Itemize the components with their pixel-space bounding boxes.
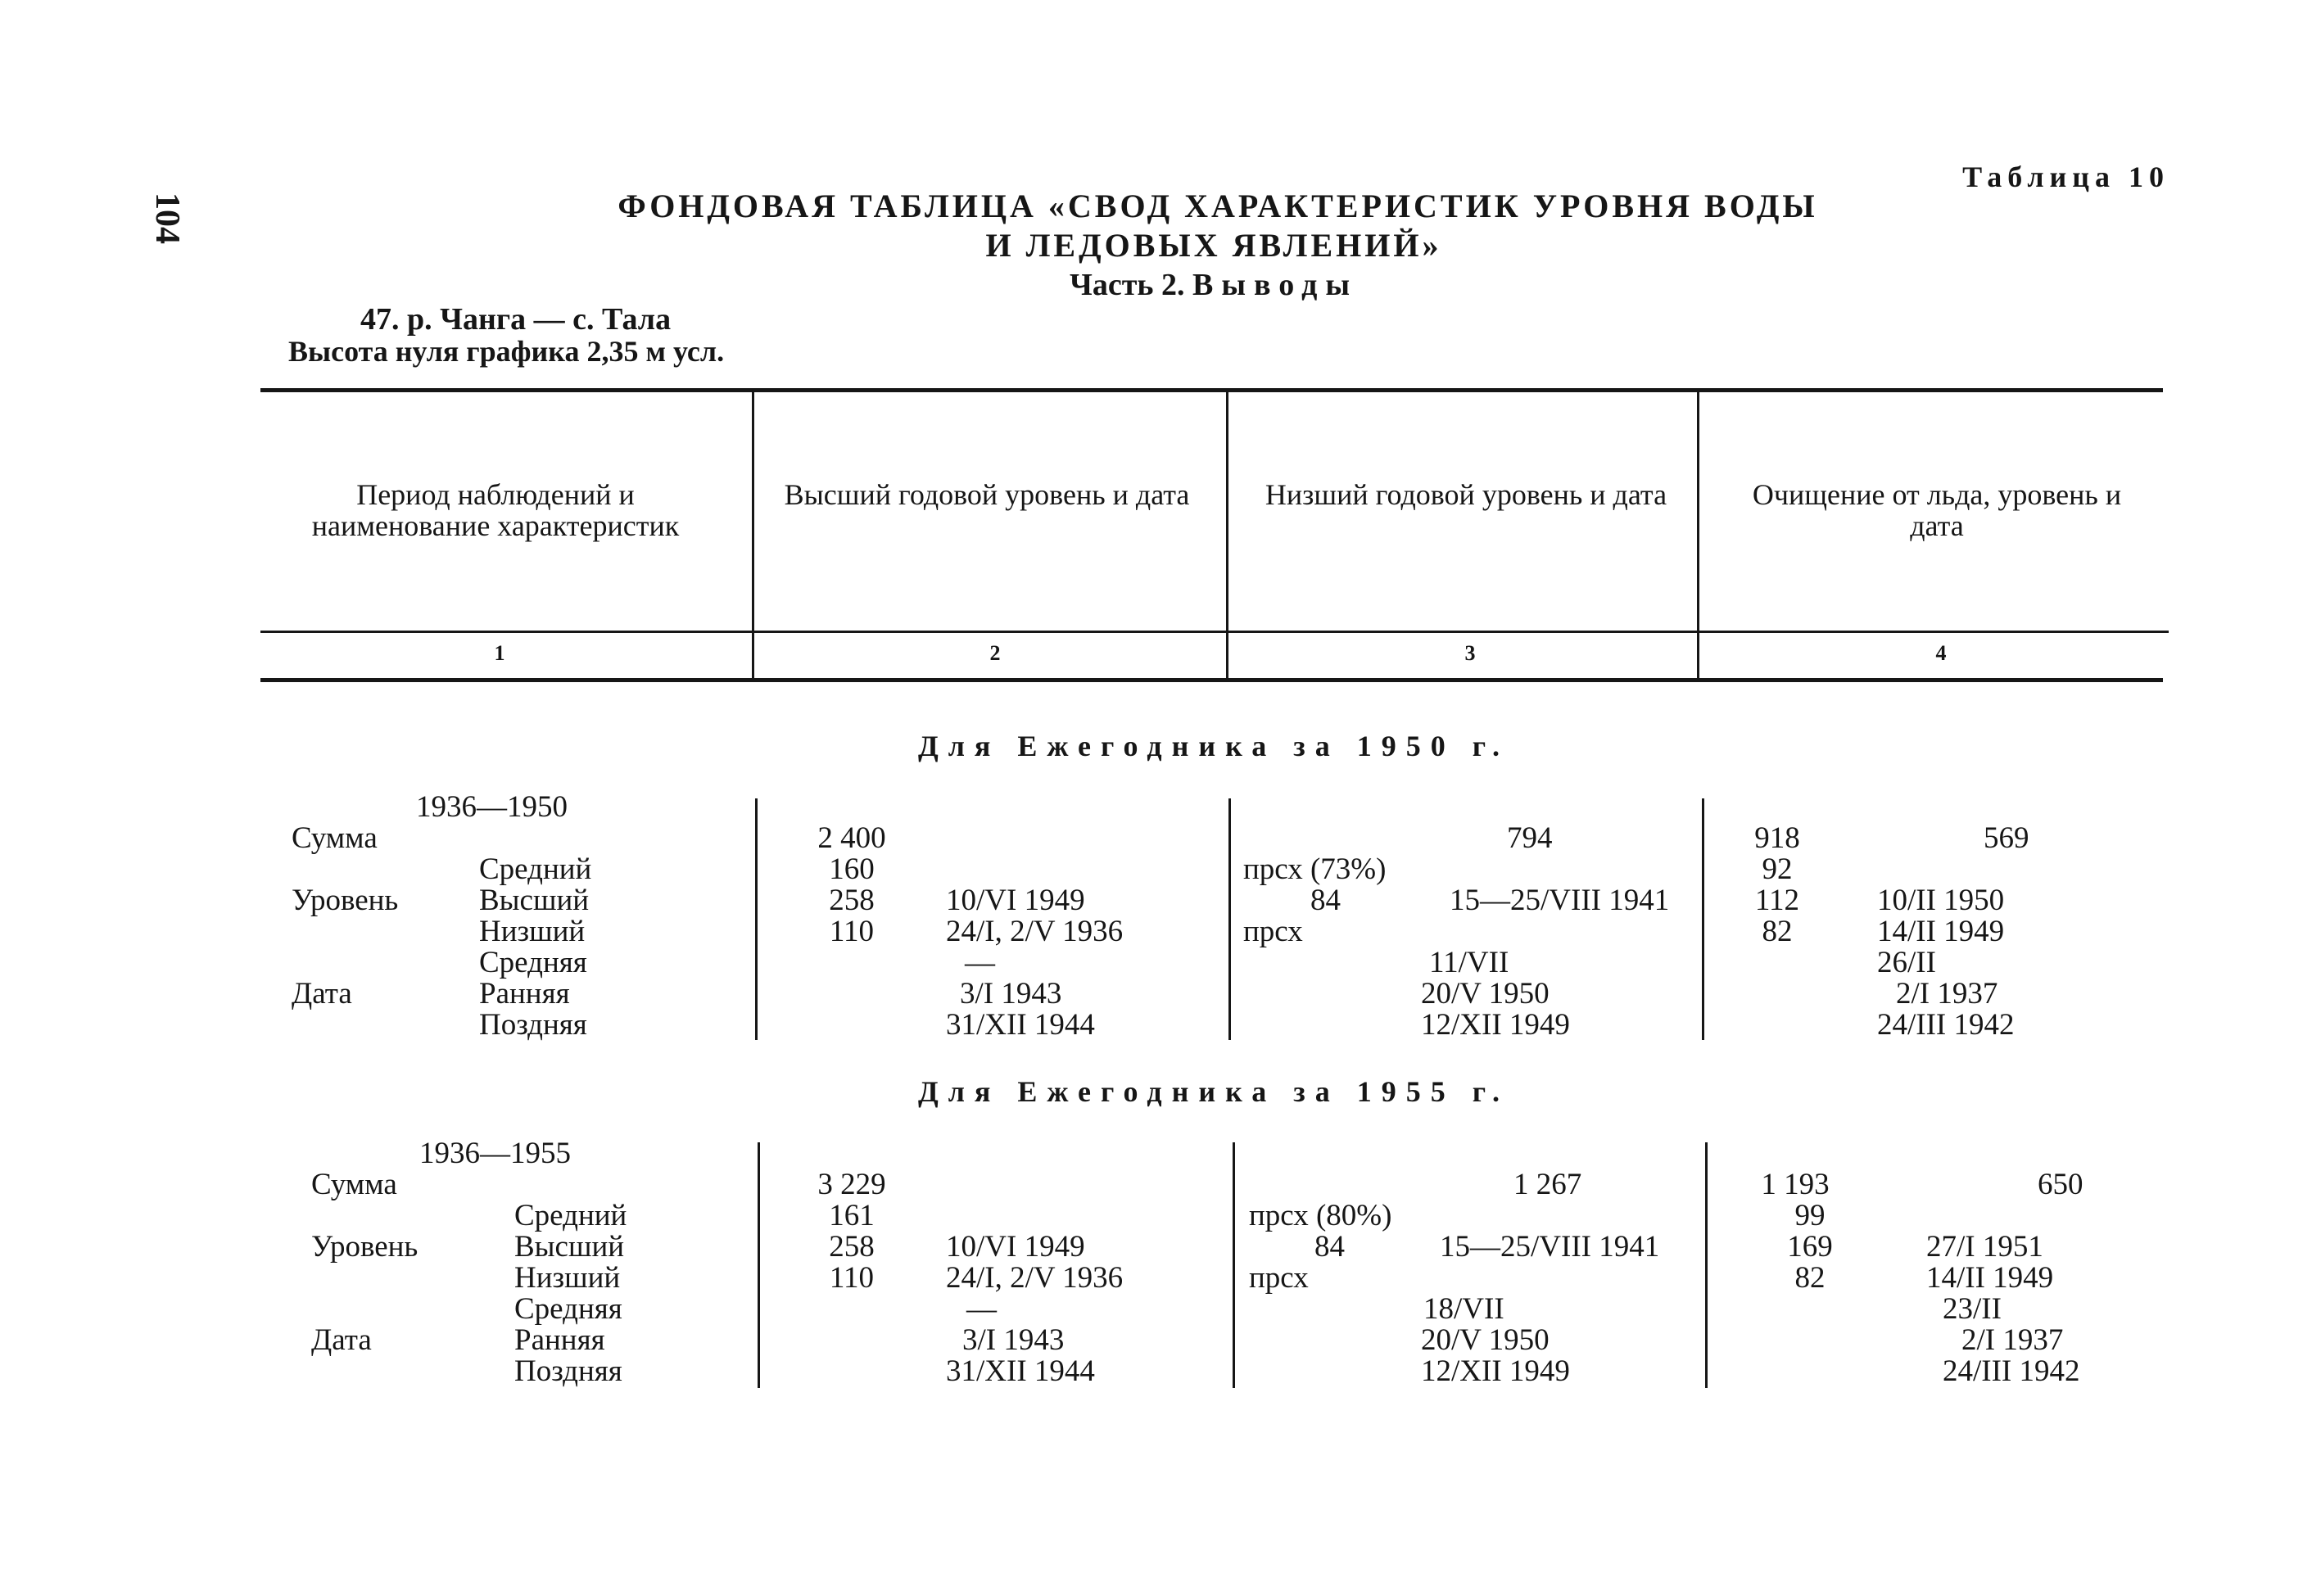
section-divider [1702,798,1704,1040]
c3-high: 84 [1314,1230,1345,1264]
c2-mean: 161 [829,1199,875,1232]
c4-late: 24/III 1942 [1877,1008,2015,1042]
row-label-early: Ранняя [479,977,570,1010]
col-number-3: 3 [1464,641,1476,665]
c3-sum: 1 267 [1513,1168,1582,1201]
col-number-4: 4 [1935,641,1947,665]
c3-mean: прсх (73%) [1243,852,1387,886]
section-divider [758,1142,760,1388]
row-label-level: Уровень [292,884,399,917]
part-prefix: Часть 2. [1069,268,1185,302]
row-label-lowest: Низший [514,1261,621,1295]
c2-low-date: 24/I, 2/V 1936 [946,915,1124,948]
c3-low: прсх [1249,1261,1309,1295]
c3-mean: прсх (80%) [1249,1199,1392,1232]
c4-sum-days: 569 [1984,821,2029,855]
col-divider-1 [752,391,754,678]
c3-early: 20/V 1950 [1421,977,1550,1010]
c4-high-date: 27/I 1951 [1926,1230,2043,1264]
c3-late: 12/XII 1949 [1421,1008,1570,1042]
c3-high-date: 15—25/VIII 1941 [1440,1230,1660,1264]
zero-height: Высота нуля графика 2,35 м усл. [288,335,725,368]
row-label-level: Уровень [311,1230,419,1264]
c2-low-date: 24/I, 2/V 1936 [946,1261,1124,1295]
period: 1936—1955 [419,1137,571,1170]
c4-sum-level: 918 [1754,821,1800,855]
c2-high-date: 10/VI 1949 [946,1230,1085,1264]
c4-sum-days: 650 [2038,1168,2083,1201]
c4-mean: 92 [1762,852,1793,886]
c4-low: 82 [1762,915,1793,948]
col-number-2: 2 [989,641,1001,665]
c4-high: 112 [1754,884,1800,917]
c2-avg-date: — [966,1292,997,1326]
header-col-3: Низший годовой уровень и дата [1265,478,1667,511]
c4-sum-level: 1 193 [1761,1168,1830,1201]
c4-mean: 99 [1794,1199,1826,1232]
period: 1936—1950 [416,790,568,824]
c4-high-date: 10/II 1950 [1877,884,2005,917]
page-number: 104 [148,192,186,244]
station-name: 47. р. Чанга — с. Тала [360,302,672,337]
c2-sum: 3 229 [817,1168,886,1201]
section-divider [1233,1142,1235,1388]
c3-late: 12/XII 1949 [1421,1354,1570,1388]
row-label-avg-date: Средняя [514,1292,622,1326]
c2-low: 110 [829,915,875,948]
table-top-rule [260,388,2163,392]
c2-high: 258 [829,1230,875,1264]
row-label-late: Поздняя [479,1008,587,1042]
c4-avg-date: 23/II [1943,1292,2002,1326]
row-label-lowest: Низший [479,915,586,948]
row-label-date: Дата [292,977,352,1010]
header-bottom-rule [260,678,2163,682]
c3-avg-date: 18/VII [1423,1292,1504,1326]
section-divider [755,798,758,1040]
col-number-1: 1 [494,641,505,665]
part-word: Выводы [1192,268,1359,302]
c3-high: 84 [1310,884,1341,917]
row-label-sum: Сумма [292,821,378,855]
c3-low: прсх [1243,915,1303,948]
c2-low: 110 [829,1261,875,1295]
c3-sum: 794 [1507,821,1553,855]
row-label-mean: Средний [514,1199,627,1232]
header-col-1: Период наблюдений и наименование характеристик [311,478,680,542]
header-col-4: Очищение от льда, уровень и дата [1752,478,2122,542]
row-label-mean: Средний [479,852,592,886]
row-label-late: Поздняя [514,1354,622,1388]
section-heading: Для Ежегодника за 1955 г. [917,1075,1510,1108]
table-title-line-2: И ЛЕДОВЫХ ЯВЛЕНИЙ» [985,227,1442,264]
row-label-date: Дата [311,1323,372,1357]
c2-early: 3/I 1943 [962,1323,1065,1357]
c4-avg-date: 26/II [1877,946,1936,979]
c4-low-date: 14/II 1949 [1926,1261,2054,1295]
col-divider-2 [1226,391,1228,678]
c3-avg-date: 11/VII [1429,946,1509,979]
col-divider-3 [1697,391,1699,678]
c4-low: 82 [1794,1261,1826,1295]
c2-late: 31/XII 1944 [946,1354,1095,1388]
table-title-line-1: ФОНДОВАЯ ТАБЛИЦА «СВОД ХАРАКТЕРИСТИК УРОВНЯ ВОДЫ [618,188,1818,224]
section-heading: Для Ежегодника за 1950 г. [917,730,1510,762]
c4-early: 2/I 1937 [1896,977,1998,1010]
row-label-sum: Сумма [311,1168,397,1201]
c2-high-date: 10/VI 1949 [946,884,1085,917]
row-label-early: Ранняя [514,1323,605,1357]
header-rule [260,631,2169,633]
row-label-highest: Высший [514,1230,625,1264]
table-part-title [0,267,2321,303]
header-col-2: Высший годовой уровень и дата [784,478,1190,511]
c4-late: 24/III 1942 [1943,1354,2080,1388]
c2-avg-date: — [965,946,995,979]
section-divider [1705,1142,1708,1388]
c2-late: 31/XII 1944 [946,1008,1095,1042]
c4-high: 169 [1787,1230,1833,1264]
row-label-avg-date: Средняя [479,946,587,979]
section-divider [1228,798,1231,1040]
c4-low-date: 14/II 1949 [1877,915,2005,948]
c3-early: 20/V 1950 [1421,1323,1550,1357]
c2-sum: 2 400 [817,821,886,855]
c3-high-date: 15—25/VIII 1941 [1450,884,1670,917]
table-label: Таблица 10 [1962,161,2169,193]
c2-high: 258 [829,884,875,917]
row-label-highest: Высший [479,884,590,917]
c2-early: 3/I 1943 [960,977,1062,1010]
c4-early: 2/I 1937 [1961,1323,2064,1357]
c2-mean: 160 [829,852,875,886]
